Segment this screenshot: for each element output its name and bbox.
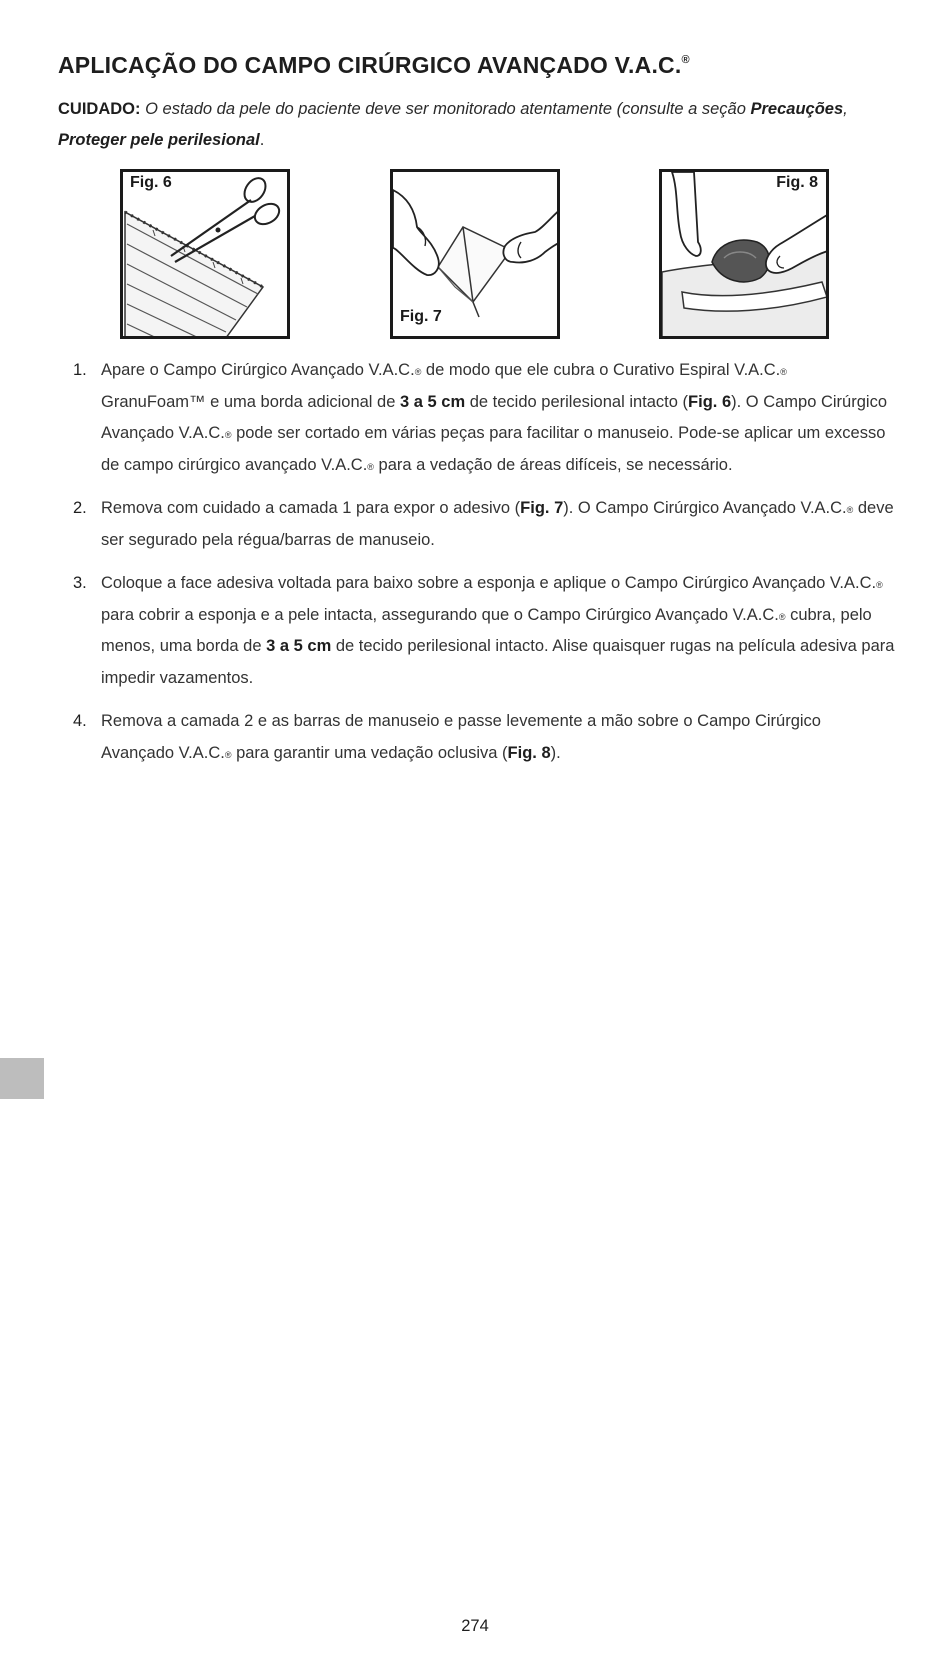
page-number: 274 [461, 1617, 489, 1635]
registered-mark: ® [681, 54, 690, 66]
caution-note: CUIDADO: O estado da pele do paciente deve ser monitorado atentamente (consulte a seção Precauções, Proteger pele perilesional. [58, 100, 848, 149]
figure-ref: Fig. 8 [507, 743, 551, 762]
figure-6 [120, 169, 290, 339]
figure-6-caption: Fig. 6 [130, 174, 172, 191]
step-2: 2. Remova com cuidado a camada 1 para expor o adesivo (Fig. 7). O Campo Cirúrgico Avançado V.A.C.® deve ser segurado pela régua/barras de manuseio. [58, 493, 896, 556]
step-1: 1. Apare o Campo Cirúrgico Avançado V.A.C.® de modo que ele cubra o Curativo Espiral V.A.C.® GranuFoam™ e uma borda adicional de 3 a 5 cm de tecido perilesional intacto (Fig. 6). O Campo Cirúrgico Avançado V.A.C.® pode ser cortado em várias peças para facilitar o manuseio. Pode-se aplicar um excesso de campo cirúrgico avançado V.A.C.® para a vedação de áreas difíceis, se necessário. [58, 355, 896, 481]
page-title: APLICAÇÃO DO CAMPO CIRÚRGICO AVANÇADO V.A.C.® [58, 52, 690, 78]
instruction-steps [58, 355, 896, 781]
figure-8 [659, 169, 829, 339]
measure-range: 3 a 5 cm [400, 392, 466, 411]
hands-sealing-drape-icon [662, 172, 829, 339]
section-tab-marker [0, 1058, 44, 1099]
step-number: 4. [73, 712, 87, 730]
caution-ref-precautions: Precauções [750, 100, 844, 118]
step-number: 3. [73, 574, 87, 592]
figure-7 [390, 169, 560, 339]
measure-range: 3 a 5 cm [266, 637, 332, 655]
caution-ref-protect-skin: Proteger pele perilesional [58, 131, 260, 149]
figure-8-caption: Fig. 8 [776, 174, 818, 191]
step-3: 3. Coloque a face adesiva voltada para baixo sobre a esponja e aplique o Campo Cirúrgico Avançado V.A.C.® para cobrir a esponja e a pele intacta, assegurando que o Campo Cirúrgico Avançado V.A.C.® cubra, pelo menos, uma borda de 3 a 5 cm de tecido perilesional intacto. Alise quaisquer rugas na película adesiva para impedir vazamentos. [58, 568, 896, 694]
figure-ref: Fig. 6 [688, 392, 732, 411]
figure-ref: Fig. 7 [520, 499, 564, 517]
caution-text: O estado da pele do paciente deve ser monitorado atentamente (consulte a seção [145, 100, 746, 118]
step-number: 1. [73, 361, 87, 379]
step-4: 4. Remova a camada 2 e as barras de manuseio e passe levemente a mão sobre o Campo Cirúrgico Avançado V.A.C.® para garantir uma vedação oclusiva (Fig. 8). [58, 706, 896, 769]
figure-7-caption: Fig. 7 [400, 308, 442, 325]
step-number: 2. [73, 499, 87, 517]
scissors-cutting-drape-icon [123, 172, 290, 339]
caution-label: CUIDADO: [58, 100, 141, 118]
